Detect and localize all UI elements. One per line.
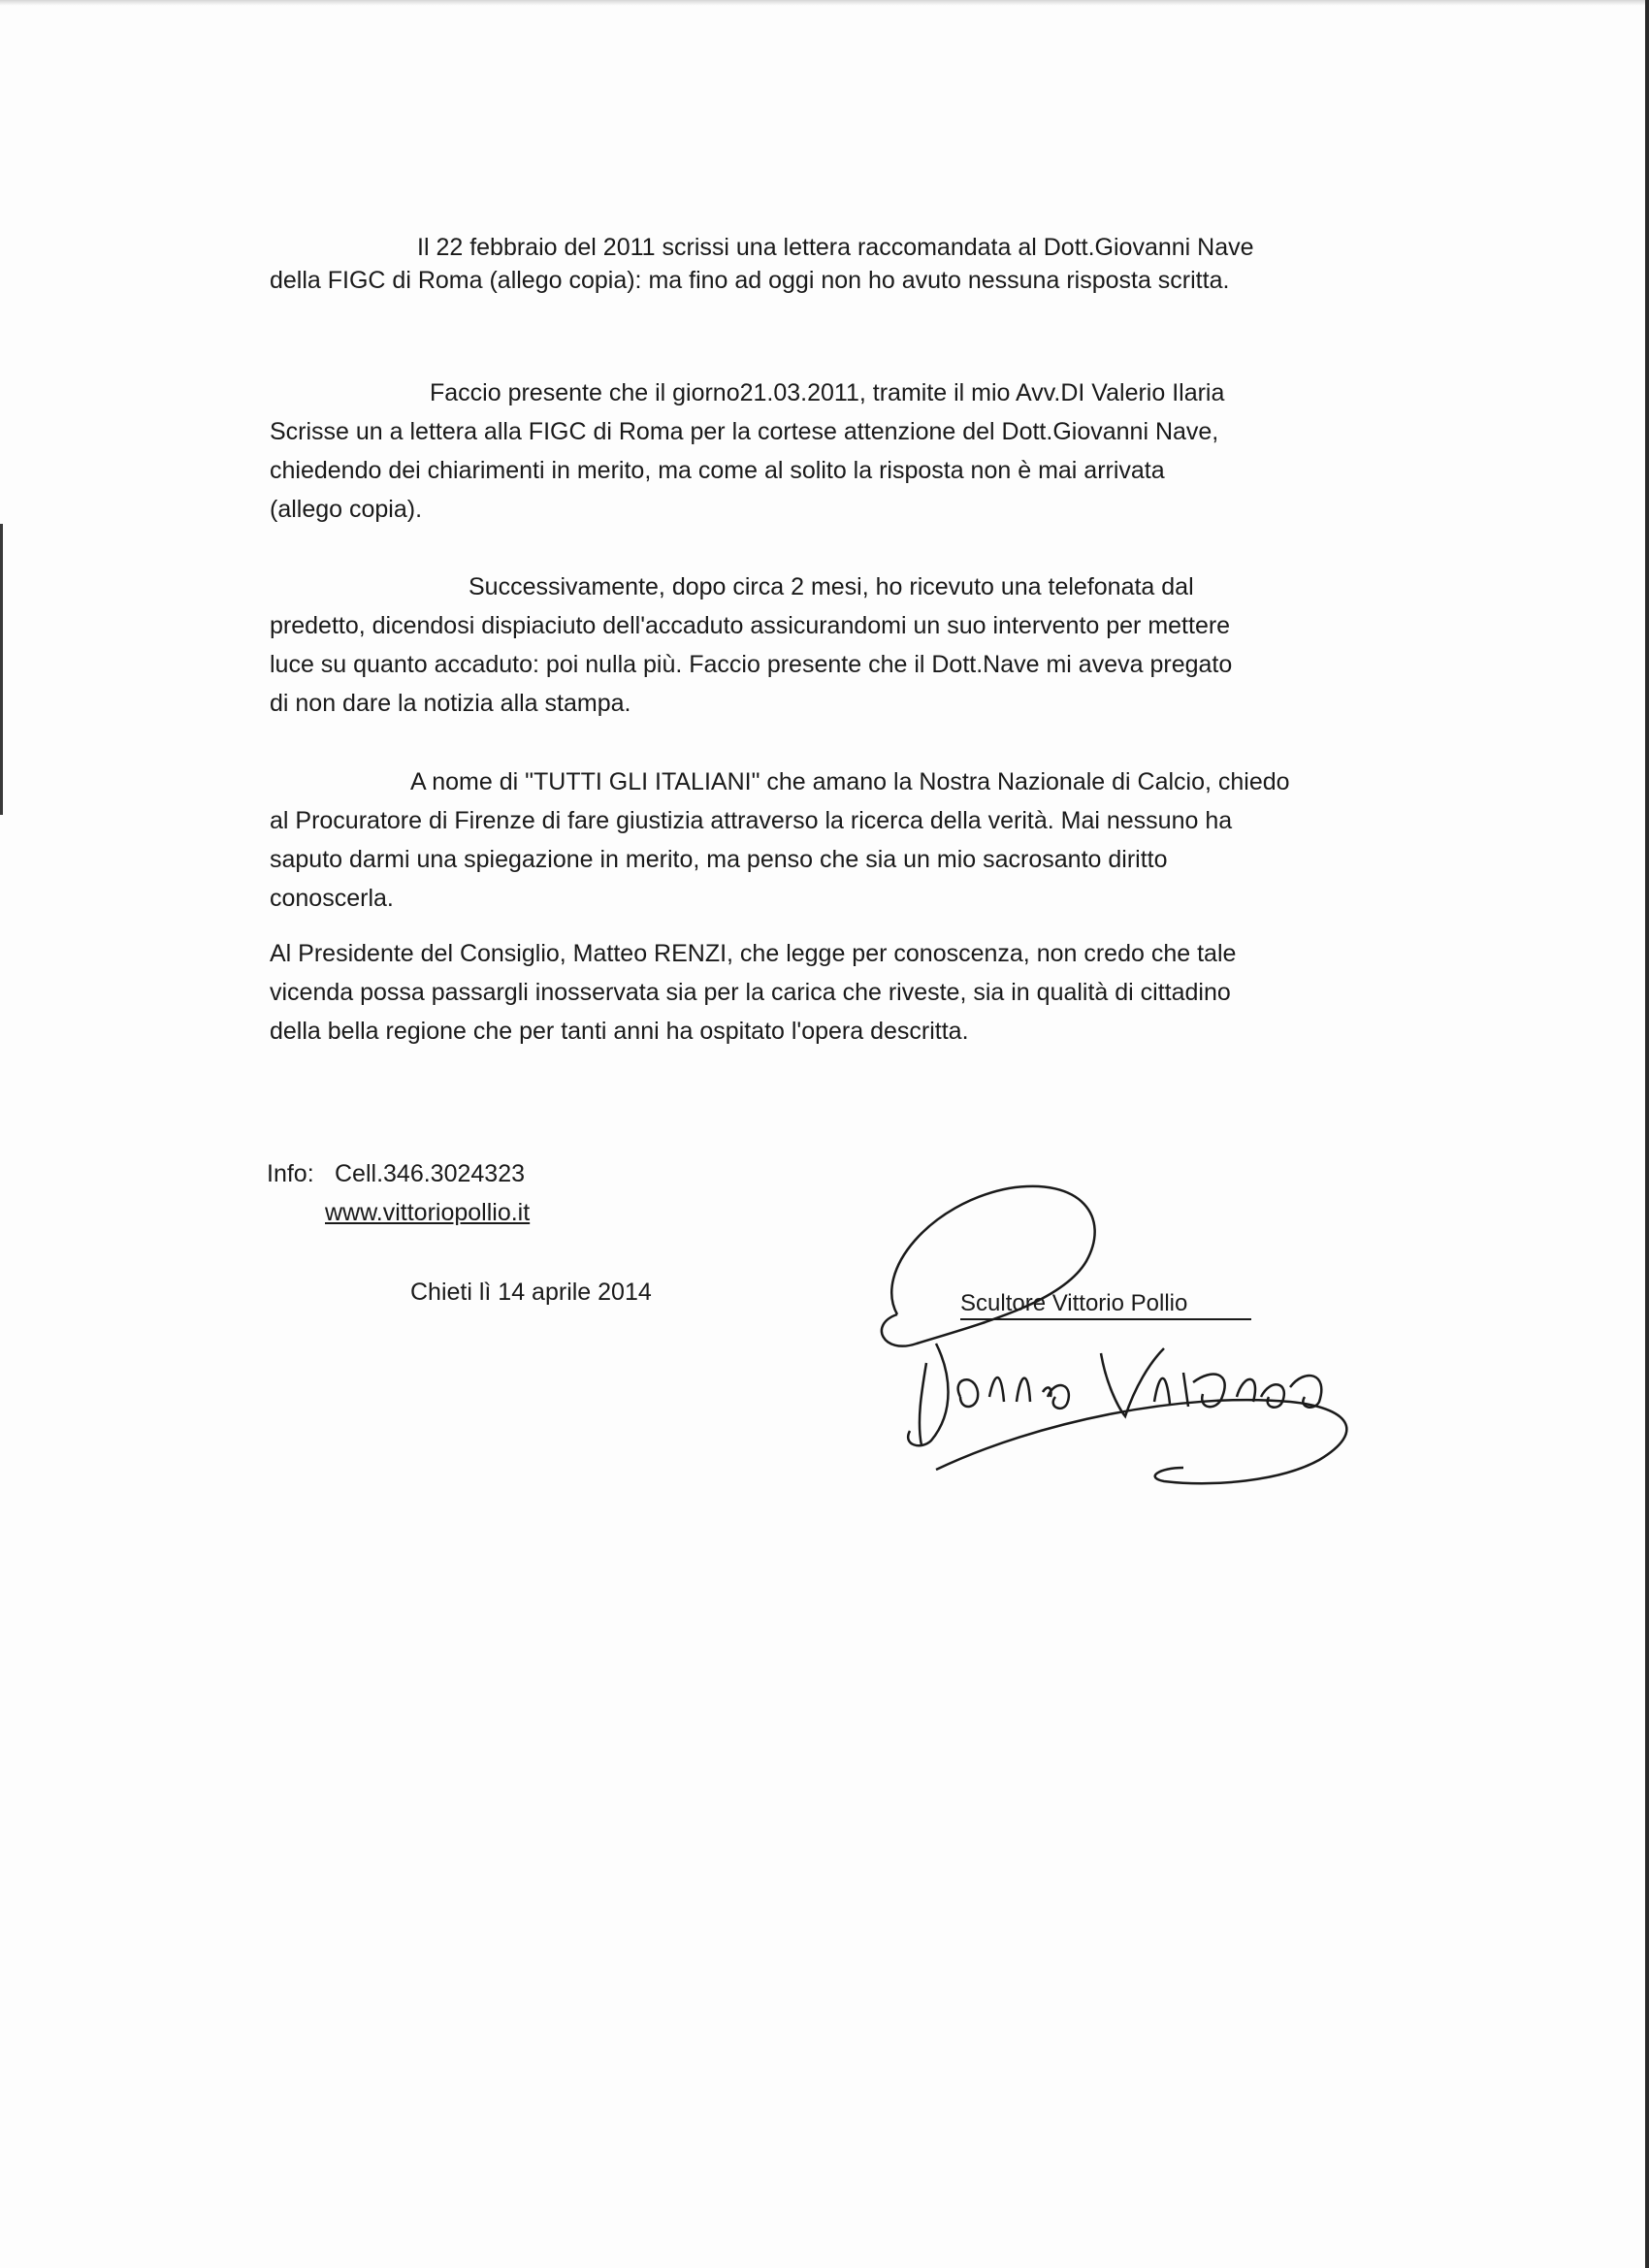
paragraph-line: (allego copia). (270, 496, 423, 523)
paragraph-1 (270, 228, 1414, 300)
paragraph-line: Successivamente, dopo circa 2 mesi, ho ricevuto una telefonata dal (469, 573, 1194, 600)
paragraph-line: vicenda possa passargli inosservata sia per la carica che riveste, sia in qualità di cittadino (270, 979, 1231, 1006)
scan-edge-right (1645, 0, 1649, 2268)
paragraph-line: luce su quanto accaduto: poi nulla più. Faccio presente che il Dott.Nave mi aveva pregato (270, 651, 1233, 678)
website-link[interactable]: www.vittoriopollio.it (325, 1199, 531, 1226)
paragraph-line: A nome di "TUTTI GLI ITALIANI" che amano la Nostra Nazionale di Calcio, chiedo (410, 768, 1290, 795)
paragraph-line: Scrisse un a lettera alla FIGC di Roma per la cortese attenzione del Dott.Giovanni Nave, (270, 418, 1219, 445)
paragraph-line: conoscerla. (270, 885, 394, 912)
contact-info (267, 1154, 530, 1232)
paragraph-line: al Procuratore di Firenze di fare giustizia attraverso la ricerca della verità. Mai nessuno ha (270, 807, 1233, 834)
contact-phone-row (267, 1154, 530, 1193)
paragraph-line: Il 22 febbraio del 2011 scrissi una lettera raccomandata al Dott.Giovanni Nave (417, 234, 1254, 261)
paragraph-line: saputo darmi una spiegazione in merito, ma penso che sia un mio sacrosanto diritto (270, 846, 1168, 873)
paragraph-line: chiedendo dei chiarimenti in merito, ma come al solito la risposta non è mai arrivata (270, 457, 1165, 484)
signature-block (863, 1179, 1387, 1489)
scan-edge-left (0, 524, 3, 815)
paragraph-line: della FIGC di Roma (allego copia): ma fino ad oggi non ho avuto nessuna risposta scritta. (270, 267, 1230, 294)
paragraph-line: di non dare la notizia alla stampa. (270, 690, 631, 717)
paragraph-3 (270, 567, 1414, 723)
paragraph-4 (270, 762, 1414, 918)
paragraph-2 (270, 373, 1414, 529)
scan-edge-top (0, 0, 1649, 6)
signer-name: Scultore Vittorio Pollio (960, 1290, 1188, 1316)
paragraph-5 (270, 934, 1414, 1051)
paragraph-line: Al Presidente del Consiglio, Matteo RENZI, che legge per conoscenza, non credo che tale (270, 940, 1237, 967)
place-date: Chieti lì 14 aprile 2014 (410, 1279, 652, 1306)
phone-number: Cell.346.3024323 (335, 1160, 525, 1187)
handwritten-signature (863, 1179, 1387, 1489)
paragraph-line: Faccio presente che il giorno21.03.2011, tramite il mio Avv.DI Valerio Ilaria (430, 379, 1225, 406)
paragraph-line: della bella regione che per tanti anni ha ospitato l'opera descritta. (270, 1018, 969, 1045)
info-label: Info: (267, 1160, 314, 1187)
paragraph-line: predetto, dicendosi dispiaciuto dell'accaduto assicurandomi un suo intervento per mettere (270, 612, 1231, 639)
